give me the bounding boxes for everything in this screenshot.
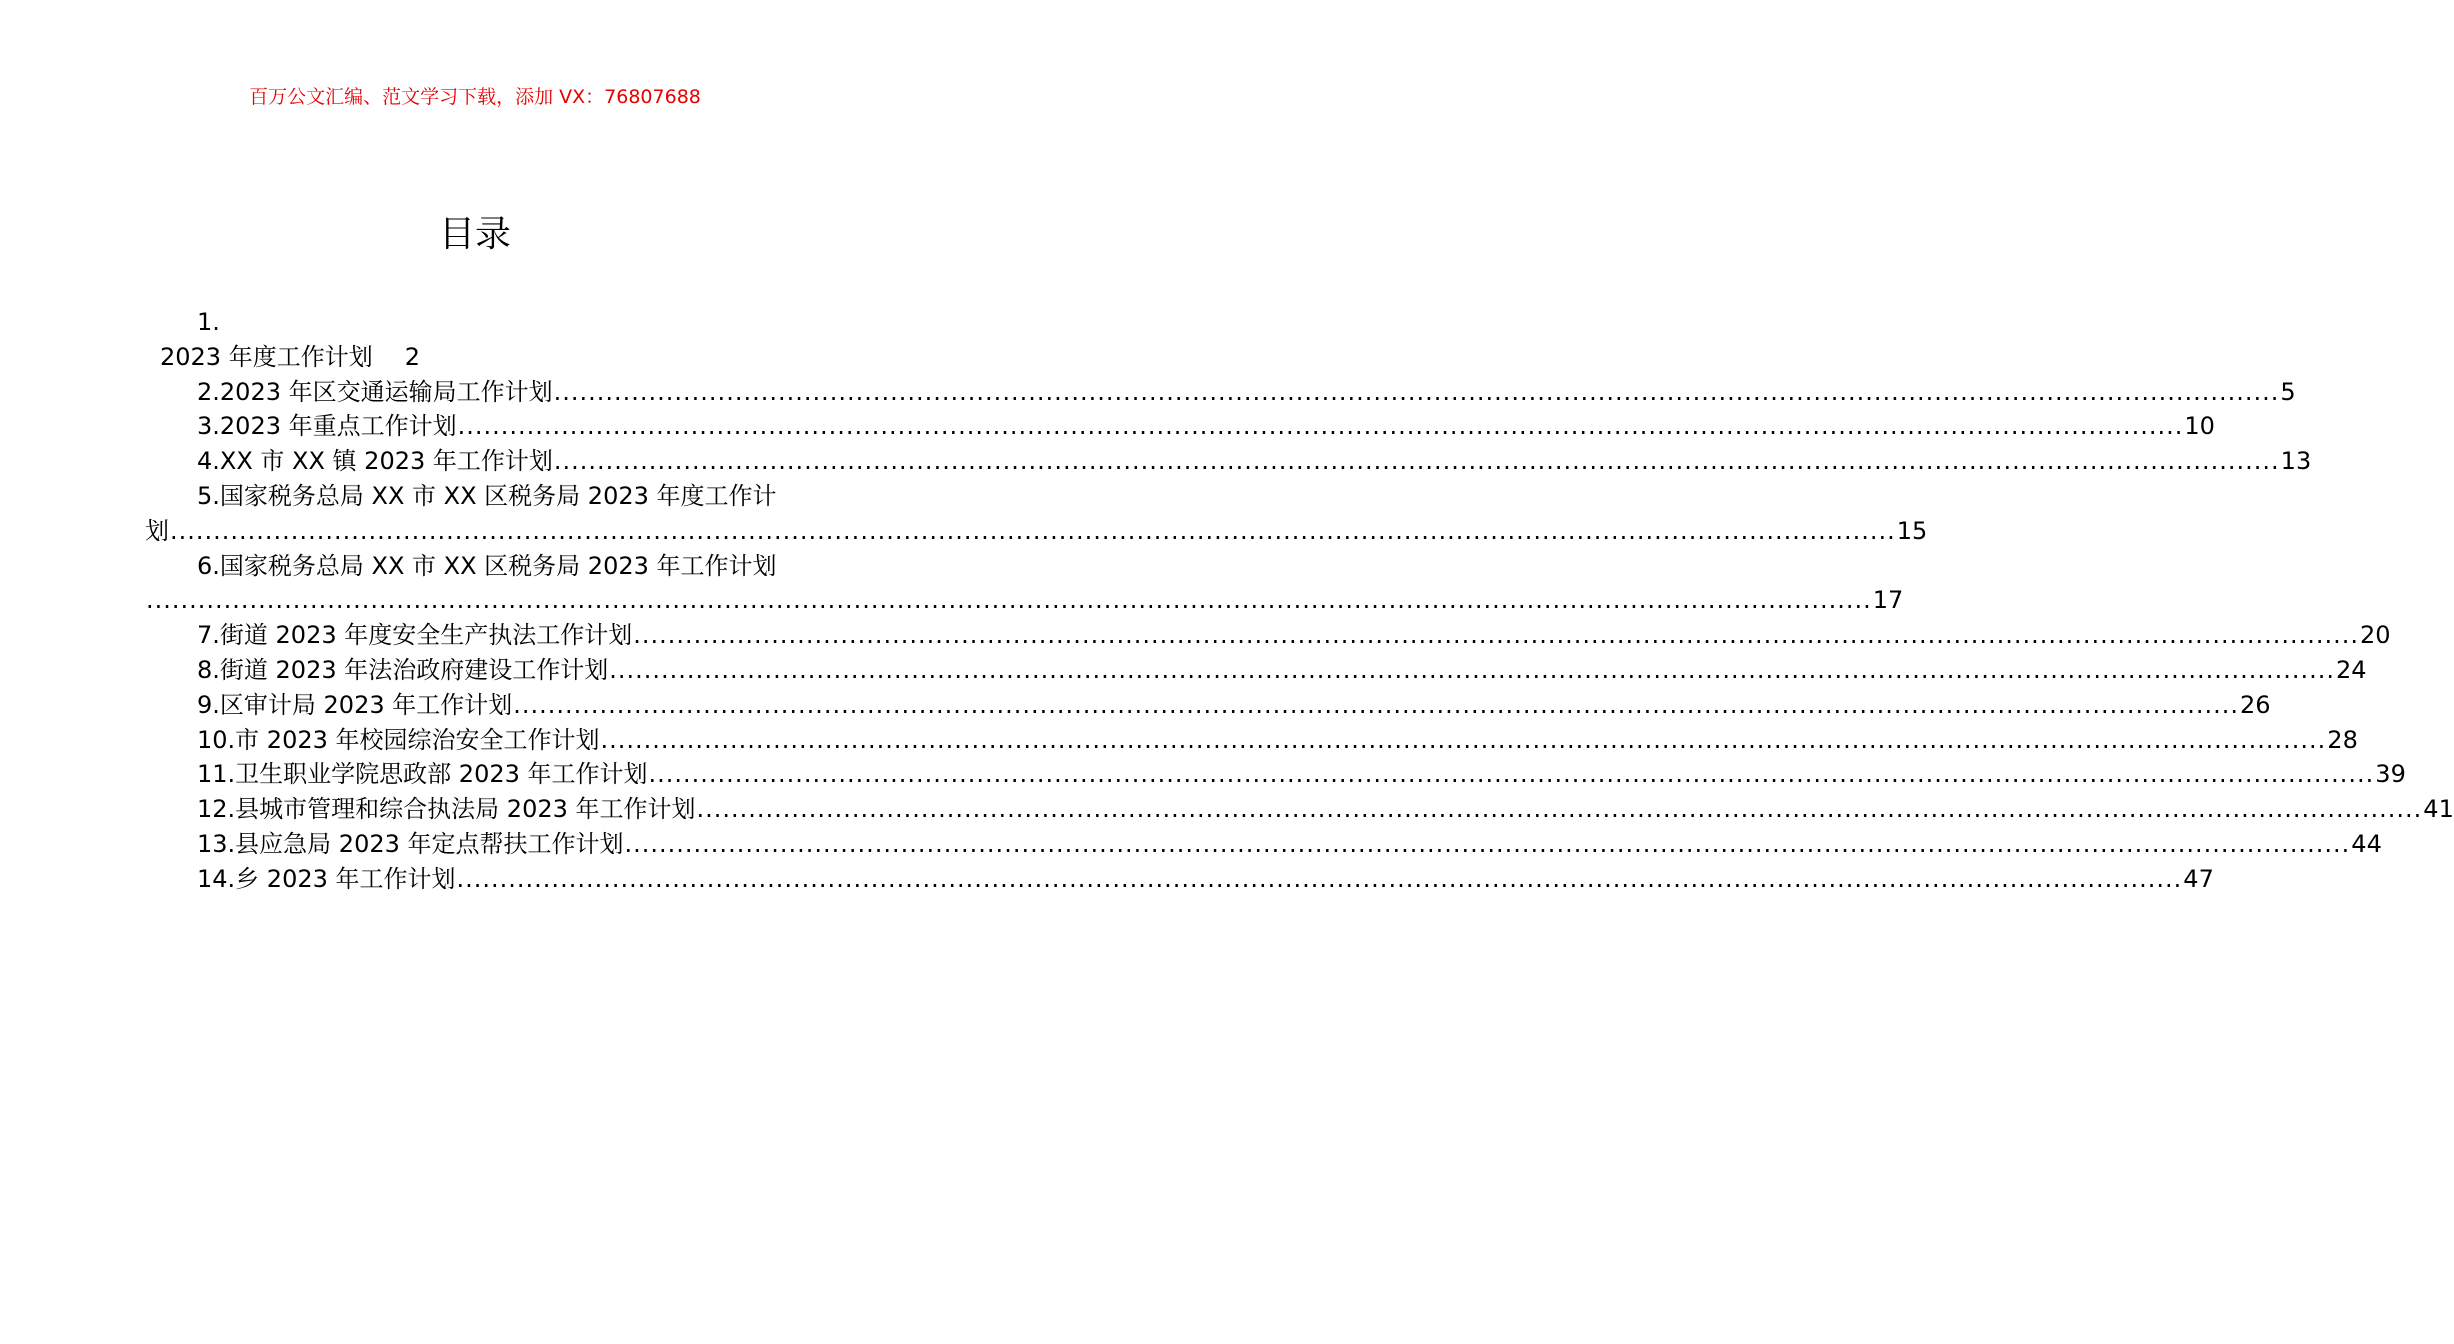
toc-entry-1[interactable] <box>145 340 805 375</box>
toc-entry-page: 10 <box>2184 412 2215 441</box>
toc-entry-10[interactable] <box>145 723 2358 758</box>
toc-entry-title: 11.卫生职业学院思政部 2023 年工作计划 <box>197 760 648 789</box>
toc-entry-6-line-2[interactable] <box>145 583 1904 618</box>
toc-entry-page: 15 <box>1896 516 1928 545</box>
dot-leader: ........................................................................................................................................................................................................ <box>633 621 2360 650</box>
toc-entry-page: 26 <box>2240 690 2271 719</box>
dot-leader: ........................................................................................................................................................................................................ <box>513 690 2240 719</box>
toc-entry-page: 24 <box>2336 655 2367 684</box>
toc-entry-page: 13 <box>2280 447 2312 476</box>
toc-entry-title: 2.2023 年区交通运输局工作计划 <box>197 377 553 406</box>
table-of-contents <box>145 305 2454 897</box>
toc-entry-6-line-1[interactable] <box>145 549 805 584</box>
toc-entry-4[interactable] <box>145 444 2312 479</box>
toc-entry-title: 3.2023 年重点工作计划 <box>197 412 457 441</box>
dot-leader: ........................................................................................................................................................................................................ <box>553 377 2280 406</box>
toc-entry-5-line-2[interactable] <box>145 514 1928 549</box>
dot-leader: ........................................................................................................................................................................................................ <box>456 864 2183 893</box>
toc-entry-title: 2023 年度工作计划 <box>160 342 373 371</box>
toc-entry-title-continued: 划 <box>145 516 169 545</box>
page-title: 目录 <box>438 214 511 255</box>
toc-entry-title: 5.国家税务总局 XX 市 XX 区税务局 2023 年度工作计 <box>197 481 777 510</box>
dot-leader: ........................................................................................................................................................................................................ <box>600 725 2327 754</box>
toc-entry-14[interactable] <box>145 862 2214 897</box>
toc-entry-number: 1. <box>197 308 220 336</box>
toc-entry-7[interactable] <box>145 618 2391 653</box>
toc-entry-page: 39 <box>2375 760 2406 789</box>
toc-entry-page: 5 <box>2280 377 2296 406</box>
toc-entry-13[interactable] <box>145 827 2382 862</box>
toc-entry-11[interactable] <box>145 757 2406 792</box>
toc-entry-page: 44 <box>2351 829 2382 858</box>
toc-entry-title: 6.国家税务总局 XX 市 XX 区税务局 2023 年工作计划 <box>197 551 777 580</box>
toc-entry-title: 7.街道 2023 年度安全生产执法工作计划 <box>197 621 633 650</box>
toc-entry-title: 13.县应急局 2023 年定点帮扶工作计划 <box>197 829 624 858</box>
dot-leader: ........................................................................................................................................................................................................ <box>648 760 2375 789</box>
toc-entry-1-number-line[interactable] <box>145 305 805 340</box>
toc-entry-title: 10.市 2023 年校园综治安全工作计划 <box>197 725 600 754</box>
dot-leader: ........................................................................................................................................................................................................ <box>696 795 2423 824</box>
dot-leader: ........................................................................................................................................................................................................ <box>457 412 2184 441</box>
toc-entry-page: 28 <box>2327 725 2358 754</box>
dot-leader: ........................................................................................................................................................................................................ <box>609 655 2336 684</box>
toc-entry-page: 20 <box>2360 621 2391 650</box>
toc-entry-title: 4.XX 市 XX 镇 2023 年工作计划 <box>197 447 553 476</box>
toc-entry-page: 2 <box>404 342 420 371</box>
toc-entry-title: 14.乡 2023 年工作计划 <box>197 864 456 893</box>
dot-leader: ........................................................................................................................................................................................................ <box>624 829 2351 858</box>
toc-entry-title: 9.区审计局 2023 年工作计划 <box>197 690 513 719</box>
toc-entry-2[interactable] <box>145 375 2296 410</box>
toc-entry-title: 12.县城市管理和综合执法局 2023 年工作计划 <box>197 795 696 824</box>
toc-entry-3[interactable] <box>145 409 2215 444</box>
toc-entry-9[interactable] <box>145 688 2271 723</box>
toc-entry-8[interactable] <box>145 653 2367 688</box>
dot-leader: ........................................................................................................................................................................................................ <box>170 516 1896 545</box>
toc-entry-title: 8.街道 2023 年法治政府建设工作计划 <box>197 655 609 684</box>
toc-entry-page: 17 <box>1872 586 1904 615</box>
dot-leader: ........................................................................................................................................................................................................ <box>146 586 1872 615</box>
dot-leader: ........................................................................................................................................................................................................ <box>553 447 2280 476</box>
toc-entry-5-line-1[interactable] <box>145 479 805 514</box>
toc-entry-page: 47 <box>2183 864 2214 893</box>
toc-entry-12[interactable] <box>145 792 2454 827</box>
watermark-banner: 百万公文汇编、范文学习下载，添加 VX：76807688 <box>249 86 701 108</box>
toc-entry-page: 41 <box>2423 795 2454 824</box>
